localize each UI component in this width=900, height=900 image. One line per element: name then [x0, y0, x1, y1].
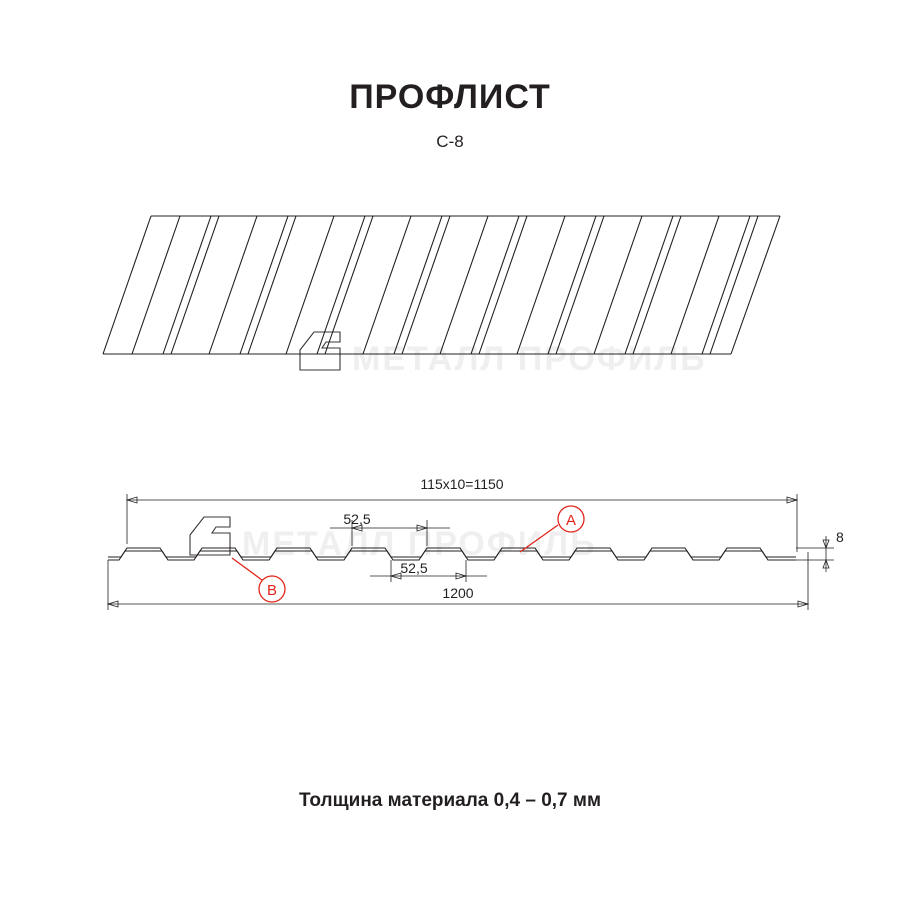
- dim-pitch-bottom: 52,5: [400, 560, 428, 576]
- profile-code: С-8: [436, 132, 464, 151]
- callout-b: [232, 558, 285, 602]
- watermark-text: МЕТАЛЛ ПРОФИЛЬ: [242, 525, 597, 563]
- dim-height: 8: [836, 529, 844, 545]
- watermark-upper: [300, 332, 707, 378]
- dim-total-width: 1200: [442, 585, 474, 601]
- dim-pitch-top: 52,5: [343, 511, 371, 527]
- watermark-lower: [190, 517, 597, 563]
- material-thickness-note: Толщина материала 0,4 – 0,7 мм: [299, 790, 601, 811]
- callout-b-label: B: [266, 582, 278, 599]
- watermark-text: МЕТАЛЛ ПРОФИЛЬ: [352, 340, 707, 378]
- callout-a-label: A: [565, 512, 577, 529]
- isometric-profile-view: [103, 216, 780, 354]
- page-title: ПРОФЛИСТ: [349, 78, 551, 116]
- dim-working-width: 115х10=1150: [420, 476, 504, 492]
